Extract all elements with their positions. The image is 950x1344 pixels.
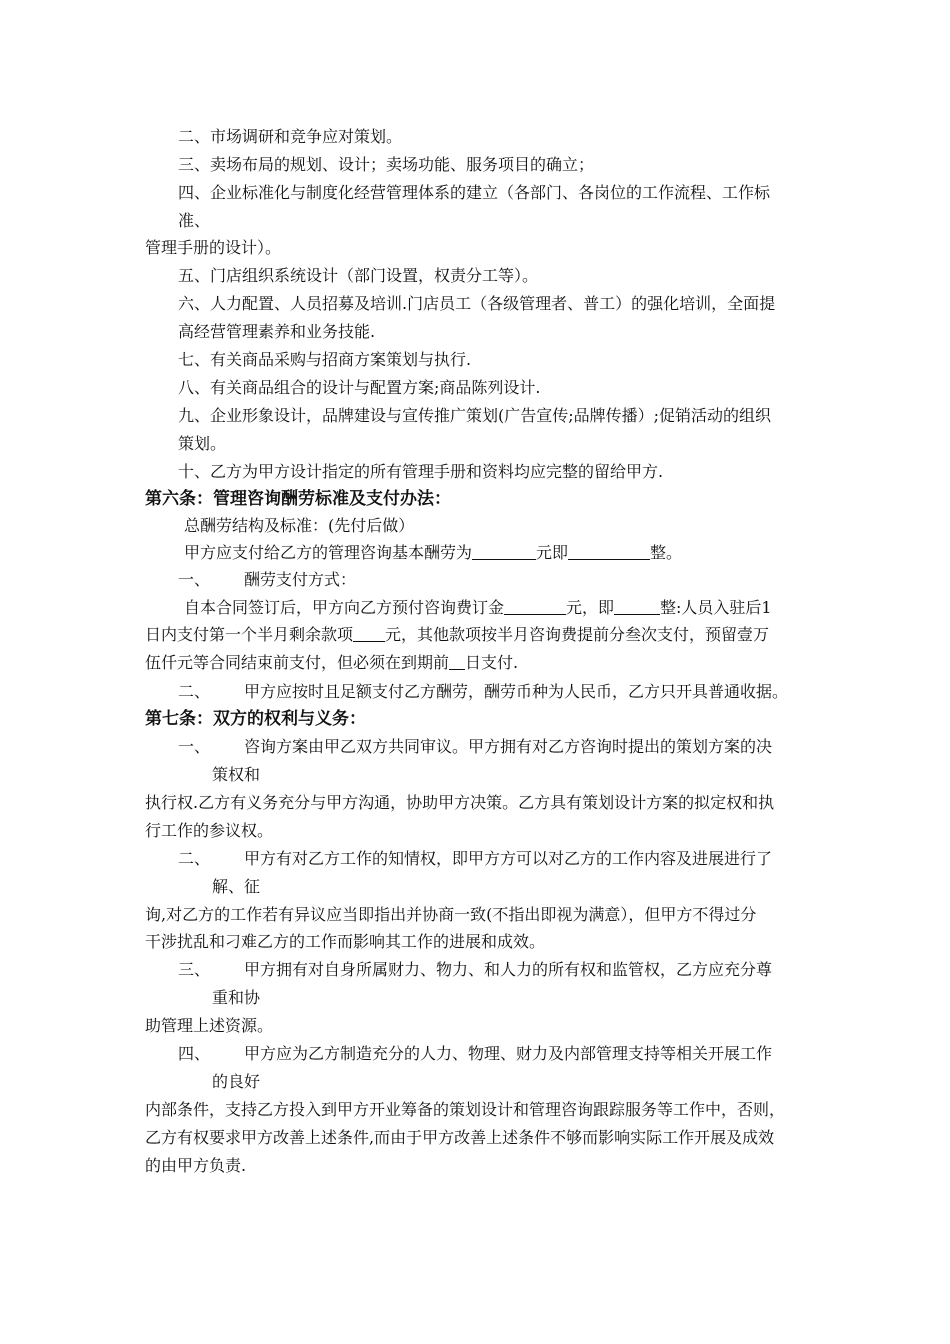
basic-fee-amount-blank [472, 543, 536, 560]
rights-item-1-cont: 策权和 [212, 765, 261, 784]
rights-item-2: 二、 甲方有对乙方工作的知情权，即甲方方可以对乙方的工作内容及进展进行了 [178, 849, 773, 868]
list-item-7: 七、有关商品采购与招商方案策划与执行. [178, 350, 472, 369]
rights-item-2-cont: 解、征 [212, 877, 261, 896]
list-item-9-cont: 策划。 [178, 434, 227, 453]
rights-item-1: 一、 咨询方案由甲乙双方共同审议。甲方拥有对乙方咨询时提出的策划方案的决 [178, 737, 773, 756]
payment-para-line1: 自本合同签订后，甲方向乙方预付咨询费订金 元，即 整:人员入驻后1 [184, 598, 772, 617]
rights-item-3-cont2: 助管理上述资源。 [145, 1016, 274, 1035]
list-item-8: 八、有关商品组合的设计与配置方案;商品陈列设计. [178, 378, 541, 397]
rights-item-4-cont: 的良好 [212, 1072, 261, 1091]
rights-item-2-cont3: 干涉扰乱和刁难乙方的工作而影响其工作的进展和成效。 [145, 932, 546, 951]
list-item-2: 二、市场调研和竞争应对策划。 [178, 127, 403, 146]
rights-item-1-cont3: 行工作的参议权。 [145, 821, 274, 840]
rights-item-3: 三、 甲方拥有对自身所属财力、物力、和人力的所有权和监管权，乙方应充分尊 [178, 960, 773, 979]
rights-item-2-cont2: 询,对乙方的工作若有异议应当即指出并协商一致(不指出即视为满意），但甲方不得过分 [145, 905, 757, 924]
list-item-4-cont2: 管理手册的设计）。 [145, 238, 282, 257]
deposit-words-blank [614, 598, 660, 615]
article-6-heading: 第六条：管理咨询酬劳标准及支付办法： [145, 489, 451, 509]
list-item-6: 六、人力配置、人员招募及培训.门店员工（各级管理者、普工）的强化培训，全面提 [178, 294, 776, 313]
rights-item-1-cont2: 执行权.乙方有义务充分与甲方沟通，协助甲方决策。乙方具有策划设计方案的拟定权和执 [145, 793, 775, 812]
rights-item-4: 四、 甲方应为乙方制造充分的人力、物理、财力及内部管理支持等相关开展工作 [178, 1044, 773, 1063]
payment-item-2: 二、 甲方应按时且足额支付乙方酬劳，酬劳币种为人民币，乙方只开具普通收据。 [178, 682, 789, 701]
payment-para-line2: 日内支付第一个半月剩余款项 元，其他款项按半月咨询费提前分叁次支付，预留壹万 [145, 625, 770, 644]
rights-item-4-cont2: 内部条件，支持乙方投入到甲方开业筹备的策划设计和管理咨询跟踪服务等工作中，否则， [145, 1100, 786, 1119]
rights-item-4-cont3: 乙方有权要求甲方改善上述条件,而由于甲方改善上述条件不够而影响实际工作开展及成效 [145, 1128, 775, 1147]
basic-fee-line: 甲方应支付给乙方的管理咨询基本酬劳为 元即 整。 [184, 543, 683, 562]
list-item-4: 四、企业标准化与制度化经营管理体系的建立（各部门、各岗位的工作流程、工作标 [178, 183, 771, 202]
list-item-6-cont: 高经营管理素养和业务技能. [178, 322, 376, 341]
fee-structure: 总酬劳结构及标准：(先付后做） [184, 516, 415, 535]
payment-method-item: 一、 酬劳支付方式： [178, 570, 357, 589]
days-blank [449, 653, 465, 670]
basic-fee-words-blank [568, 543, 650, 560]
list-item-5: 五、门店组织系统设计（部门设置，权责分工等）。 [178, 266, 539, 285]
list-item-3: 三、卖场布局的规划、设计；卖场功能、服务项目的确立； [178, 155, 595, 174]
payment-para-line3: 伍仟元等合同结束前支付，但必须在到期前 日支付. [145, 653, 519, 672]
rights-item-4-cont4: 的由甲方负责. [145, 1156, 247, 1175]
deposit-amount-blank [504, 598, 566, 615]
list-item-10: 十、乙方为甲方设计指定的所有管理手册和资料均应完整的留给甲方. [178, 462, 664, 481]
rights-item-3-cont: 重和协 [212, 988, 261, 1007]
list-item-4-cont: 准、 [178, 211, 211, 230]
article-7-heading: 第七条：双方的权利与义务： [145, 709, 366, 729]
list-item-9: 九、企业形象设计，品牌建设与宣传推广策划(广告宣传;品牌传播）;促销活动的组织 [178, 406, 772, 425]
remaining-amount-blank [353, 625, 385, 642]
